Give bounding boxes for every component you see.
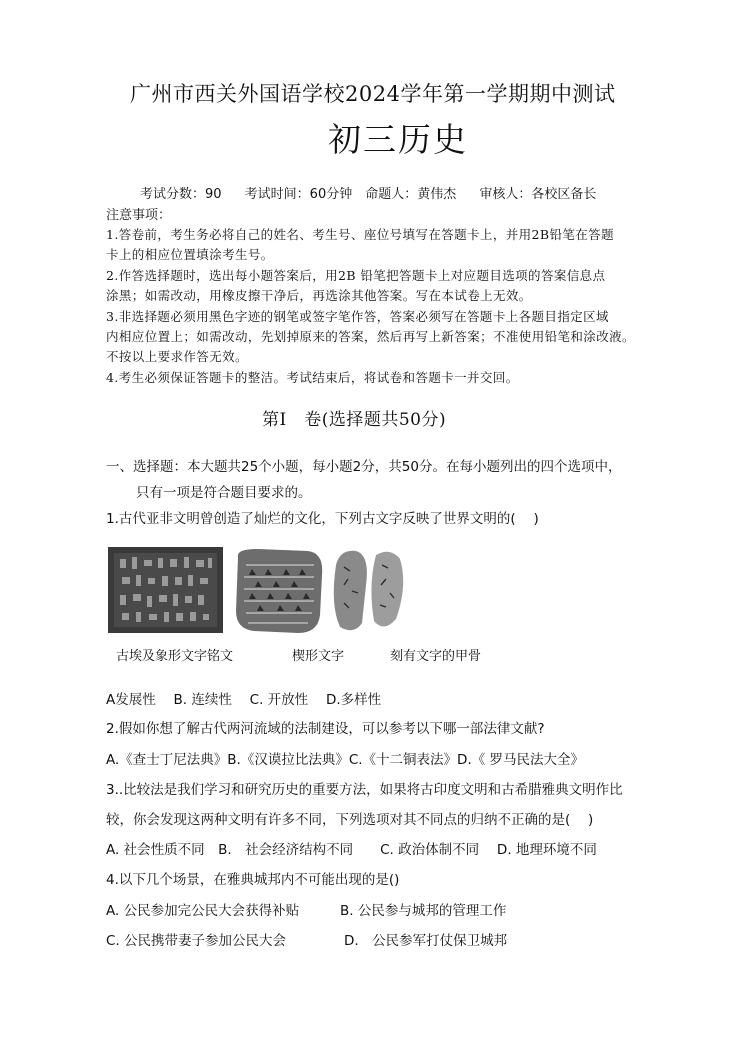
notice-line: 3.非选择题必须用黑色字迹的钢笔或签字笔作答，答案必须写在答题卡上各题目指定区域 — [106, 309, 609, 324]
notice-line: 涂黑；如需改动，用橡皮擦干净后，再选涂其他答案。写在本试卷上无效。 — [106, 288, 532, 303]
image-caption-cuneiform: 楔形文字 — [292, 649, 345, 664]
notice-line: 不按以上要求作答无效。 — [106, 349, 248, 364]
image-caption-hieroglyph: 古埃及象形文字铭文 — [116, 649, 234, 664]
exam-meta: 考试分数：90 考试时间：60分钟 命题人：黄伟杰 审核人：各校区备长 — [140, 187, 597, 202]
notice-heading: 注意事项： — [106, 208, 172, 223]
question-4-option-a: A. 公民参加完公民大会获得补贴 — [106, 903, 300, 919]
image-caption-oracle-bone: 刻有文字的甲骨 — [390, 649, 482, 664]
question-4-option-c: C. 公民携带妻子参加公民大会 — [106, 933, 287, 949]
notice-line: 内相应位置上；如需改动，先划掉原来的答案，然后再写上新答案；不准使用铅笔和涂改液。 — [106, 329, 635, 344]
question-3-stem: 3..比较法是我们学习和研究历史的重要方法，如果将古印度文明和古希腊雅典文明作比 — [106, 782, 623, 798]
question-4-option-b: B. 公民参与城邦的管理工作 — [340, 903, 507, 919]
section-instruction: 只有一项是符合题目要求的。 — [136, 485, 312, 501]
notice-line: 4.考生必须保证答题卡的整洁。考试结束后，将试卷和答题卡一并交回。 — [106, 370, 519, 385]
question-4-stem: 4.以下几个场景，在雅典城邦内不可能出现的是() — [106, 872, 400, 888]
question-4-option-d: D. 公民参军打仗保卫城邦 — [344, 933, 508, 949]
notice-line: 1.答卷前，考生务必将自己的姓名、考生号、座位号填写在答题卡上，并用2B铅笔在答题 — [106, 227, 614, 242]
question-2-options: A.《查士丁尼法典》B.《汉谟拉比法典》C.《十二铜表法》D.《 罗马民法大全》 — [106, 752, 585, 768]
question-1-stem: 1.古代亚非文明曾创造了灿烂的文化，下列古文字反映了世界文明的( ) — [106, 511, 539, 527]
section-instruction: 一、选择题：本大题共25个小题，每小题2分，共50分。在每小题列出的四个选项中， — [106, 459, 622, 475]
question-3-options: A. 社会性质不同 B. 社会经济结构不同 C. 政治体制不同 D. 地理环境不同 — [106, 842, 597, 858]
cuneiform-tablet-image — [236, 549, 322, 633]
question-1-images — [108, 545, 488, 635]
question-3-stem: 较，你会发现这两种文明有许多不同，下列选项对其不同点的归纳不正确的是( ) — [106, 812, 594, 828]
question-1-options: A发展性 B. 连续性 C. 开放性 D.多样性 — [106, 692, 382, 708]
question-2-stem: 2.假如你想了解古代两河流域的法制建设，可以参考以下哪一部法律文献? — [106, 721, 545, 737]
section-title: 第I 卷(选择题共50分) — [262, 410, 447, 430]
subject-title: 初三历史 — [328, 120, 468, 159]
oracle-bone-image — [334, 551, 403, 630]
school-title: 广州市西关外国语学校2024学年第一学期期中测试 — [130, 82, 616, 106]
hieroglyph-inscription-image — [108, 547, 223, 633]
notice-line: 卡上的相应位置填涂考生号。 — [106, 247, 274, 262]
notice-line: 2.作答选择题时，选出每小题答案后，用2B 铅笔把答题卡上对应题目选项的答案信息点 — [106, 268, 606, 283]
